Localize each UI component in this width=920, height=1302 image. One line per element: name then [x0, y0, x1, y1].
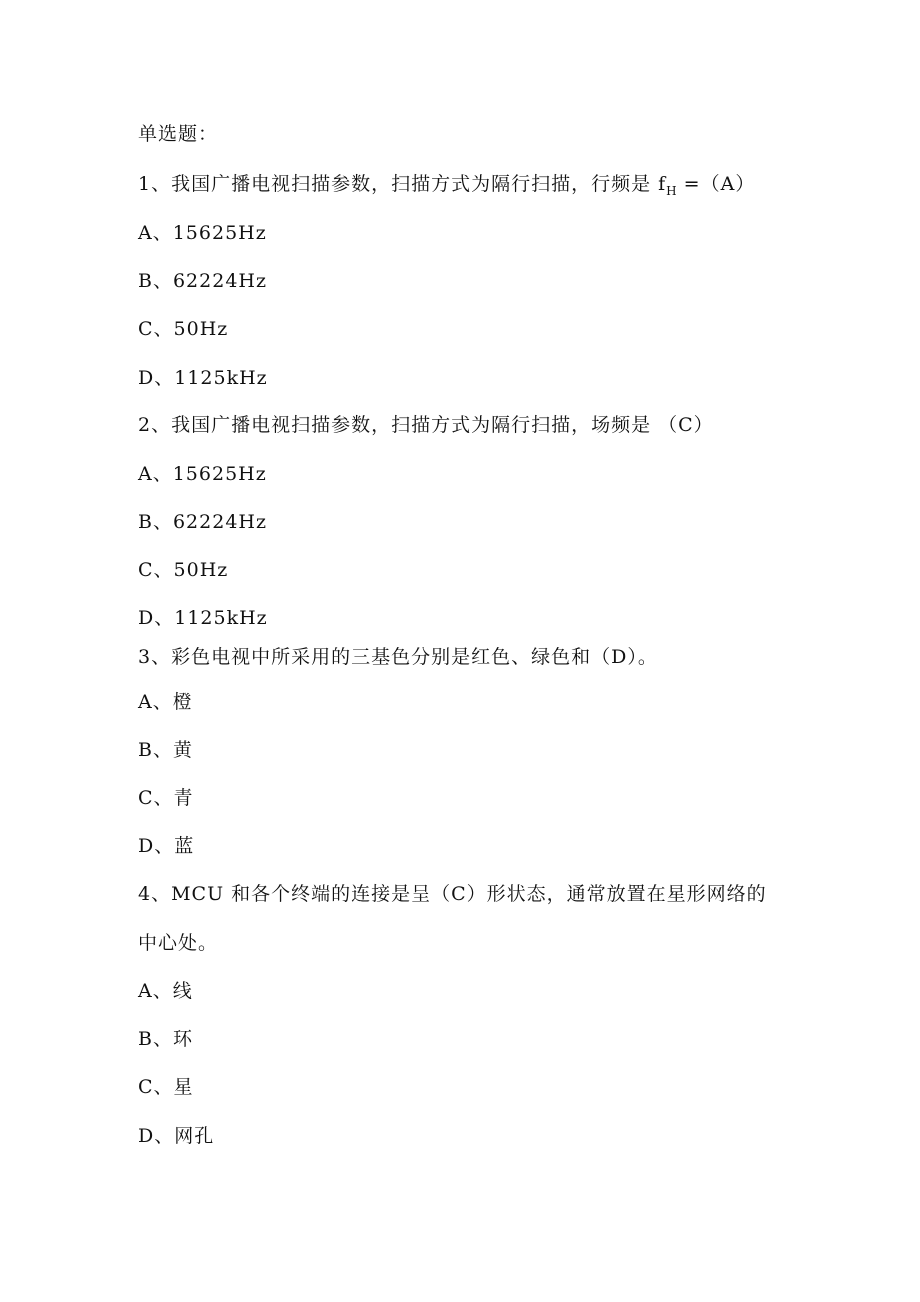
question-4-stem-line-2: 中心处。	[138, 932, 219, 954]
question-3-option-d: D、蓝	[138, 835, 195, 857]
question-2-option-c: C、50Hz	[138, 559, 229, 581]
question-2-option-b: B、62224Hz	[138, 511, 267, 533]
question-1-subscript: H	[666, 184, 677, 198]
question-3-option-a: A、橙	[138, 691, 193, 713]
question-3-stem: 3、彩色电视中所采用的三基色分别是红色、绿色和（D）。	[138, 646, 658, 668]
question-3-option-c: C、青	[138, 787, 194, 809]
question-1-stem-tail: =（A）	[676, 173, 756, 195]
question-3-option-b: B、黄	[138, 739, 193, 761]
question-1-stem-text: 1、我国广播电视扫描参数，扫描方式为隔行扫描，行频是 f	[138, 173, 667, 195]
question-4-option-d: D、网孔	[138, 1125, 215, 1147]
question-2-option-a: A、15625Hz	[138, 463, 267, 485]
question-4-option-c: C、星	[138, 1076, 194, 1098]
question-4-stem-line-1: 4、MCU 和各个终端的连接是呈（C）形状态，通常放置在星形网络的	[138, 883, 767, 905]
question-4-option-b: B、环	[138, 1028, 193, 1050]
question-1-option-b: B、62224Hz	[138, 270, 267, 292]
question-1-option-d: D、1125kHz	[138, 367, 268, 389]
question-2-option-d: D、1125kHz	[138, 607, 268, 629]
question-1-option-a: A、15625Hz	[138, 222, 267, 244]
question-1-option-c: C、50Hz	[138, 318, 229, 340]
question-2-stem: 2、我国广播电视扫描参数，扫描方式为隔行扫描，场频是 （C）	[138, 414, 714, 436]
section-title: 单选题：	[138, 123, 219, 145]
question-1-stem	[138, 172, 755, 198]
question-4-option-a: A、线	[138, 980, 193, 1002]
